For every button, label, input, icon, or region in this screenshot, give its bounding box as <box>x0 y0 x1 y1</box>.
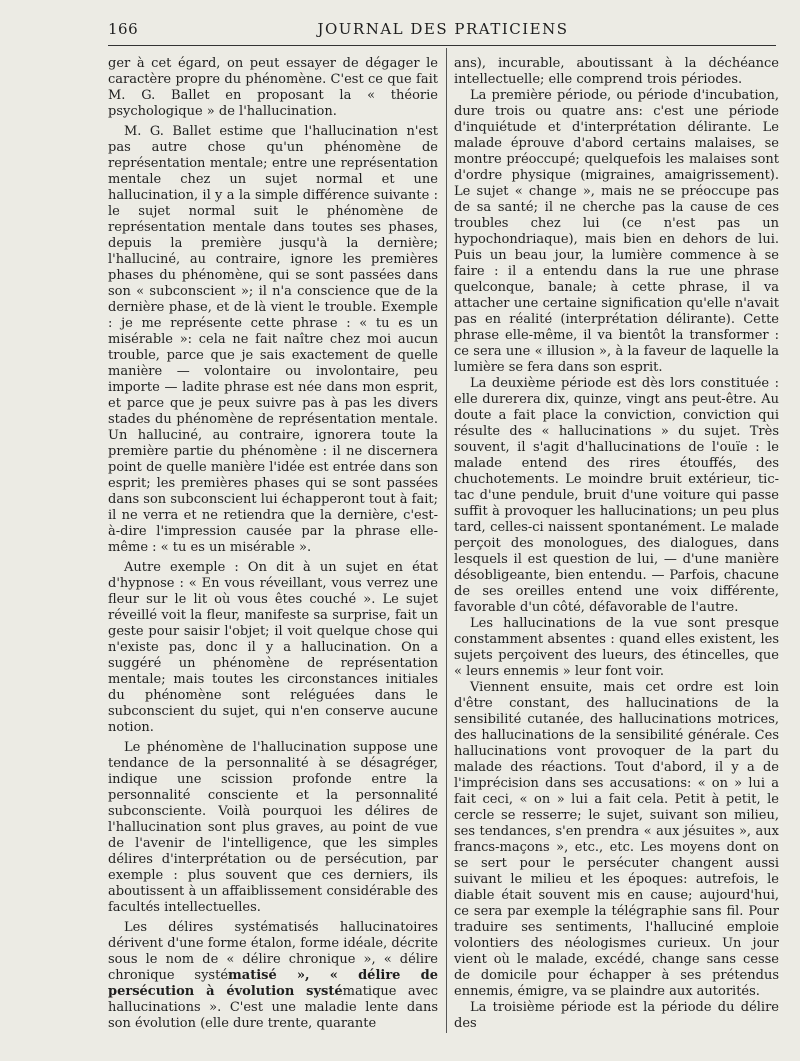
paragraph: Les hallucinations de la vue sont presque constamment absentes : quand elles existent, les sujets perçoivent des lueurs, des étincelles, que « leurs ennemis » leur font voir. <box>454 616 779 679</box>
paragraph: La première période, ou période d'incubation, dure trois ou quatre ans: c'est une période d'inquiétude et d'interprétation délirante. Le malade éprouve d'abord certains malaises, se montre préoccupé; quelquefois les malaises sont d'ordre physique (migraines, amaigrissement). Le sujet « change », mais ne se préoccupe pas de sa santé; il ne cherche pas la cause de ces troubles chez lui (ce n'est pas un hypochondriaque), mais bien en dehors de lui. Puis un beau jour, la lumière commence à se faire : il a entendu dans la rue une phrase quelconque, banale; à cette phrase, il va attacher une certaine signification qu'elle n'avait pas en réalité (interprétation délirante). Cette phrase elle-même, il va bientôt la transformer : ce sera une « illusion », à la faveur de laquelle la lumière se fera dans son esprit. <box>454 88 779 375</box>
paragraph <box>108 920 438 1032</box>
paragraph: Le phénomène de l'hallucination suppose une tendance de la personnalité à se désagréger, indique une scission profonde entre la personnalité consciente et la personnalité subconsciente. Voilà pourquoi les délires de l'hallucination sont plus graves, au point de vue de l'avenir de l'intelligence, que les simples délires d'interprétation ou de persécution, par exemple : plus souvent que ces derniers, ils aboutissent à un affaiblissement considérable des facultés intellectuelles. <box>108 740 438 915</box>
column-divider <box>446 48 447 1033</box>
page-header <box>108 18 778 44</box>
paragraph: M. G. Ballet estime que l'hallucination n'est pas autre chose qu'un phénomène de représentation mentale; entre une représentation mentale chez un sujet normal et une hallucination, il y a la simple différence suivante : le sujet normal suit le phénomène de représentation mentale dans toutes ses phases, depuis la première jusqu'à la dernière; l'halluciné, au contraire, ignore les premières phases du phénomène, qui se sont passées dans son « subconscient »; il n'a conscience que de la dernière phase, et de là vient le trouble. Exemple : je me représente cette phrase : « tu es un misérable »: cela ne fait naître chez moi aucun trouble, parce que je sais exactement de quelle manière — volontaire ou involontaire, peu importe — ladite phrase est née dans mon esprit, et parce que je peux suivre pas à pas les divers stades du phénomène de représentation mentale. Un halluciné, au contraire, ignorera toute la première partie du phénomène : il ne discernera point de quelle manière l'idée est entrée dans son esprit; les premières phases qui se sont passées dans son subconscient lui échapperont tout à fait; il ne verra et ne retiendra que la dernière, c'est-à-dire l'impression causée par la phrase elle-même : « tu es un misérable ». <box>108 124 438 555</box>
paragraph: La deuxième période est dès lors constituée : elle durerera dix, quinze, vingt ans peut-être. Au doute a fait place la conviction, conviction qui résulte des « hallucinations » du sujet. Très souvent, il s'agit d'hallucinations de l'ouïe : le malade entend des rires étouffés, des chuchotements. Le moindre bruit extérieur, tic-tac d'une pendule, bruit d'une voiture qui passe suffit à provoquer les hallucinations; un peu plus tard, celles-ci naissent spontanément. Le malade perçoit des monologues, des dialogues, dans lesquels il est question de lui, — d'une manière désobligeante, bien entendu. — Parfois, chacune de ses oreilles entend une voix différente, favorable d'un côté, défavorable de l'autre. <box>454 376 779 615</box>
page-number: 166 <box>108 20 139 38</box>
right-column <box>454 56 779 1032</box>
running-title: JOURNAL DES PRATICIENS <box>317 20 569 38</box>
paragraph: ger à cet égard, on peut essayer de dégager le caractère propre du phénomène. C'est ce que fait M. G. Ballet en proposant la « théorie psychologique » de l'hallucination. <box>108 56 438 119</box>
header-rule <box>108 45 776 46</box>
paragraph-text: Les délires systématisés hallucinatoires dérivent d'une forme étalon, forme idéale, décrite sous le nom de « délire chronique », « délire chronique systé <box>108 920 438 983</box>
bold-text: matisé », « délire de persécution à évolution systé <box>108 968 438 999</box>
paragraph-text: matique avec hallucinations ». C'est une maladie lente dans son évolution (elle dure trente, quarante <box>108 984 438 1031</box>
left-column <box>108 56 438 1032</box>
paragraph: La troisième période est la période du délire des <box>454 1000 779 1031</box>
paragraph: Autre exemple : On dit à un sujet en état d'hypnose : « En vous réveillant, vous verrez une fleur sur le lit où vous êtes couché ». Le sujet réveillé voit la fleur, manifeste sa surprise, fait un geste pour saisir l'objet; il voit quelque chose qui n'existe pas, donc il y a hallucination. On a suggéré un phénomène de représentation mentale; mais toutes les circonstances initiales du phénomène sont reléguées dans le subconscient du sujet, qui n'en conserve aucune notion. <box>108 560 438 735</box>
paragraph: Viennent ensuite, mais cet ordre est loin d'être constant, des hallucinations de la sensibilité cutanée, des hallucinations motrices, des hallucinations de la sensibilité générale. Ces hallucinations vont provoquer de la part du malade des réactions. Tout d'abord, il y a de l'imprécision dans ses accusations: « on » lui a fait ceci, « on » lui a fait cela. Petit à petit, le cercle se resserre; le sujet, suivant son milieu, ses tendances, s'en prendra « aux jésuites », aux francs-maçons », etc., etc. Les moyens dont on se sert pour le persécuter changent aussi suivant le milieu et les époques: autrefois, le diable était souvent mis en cause; aujourd'hui, ce sera par exemple la télégraphie sans fil. Pour traduire ses sentiments, l'halluciné emploie volontiers des néologismes curieux. Un jour vient où le malade, excédé, change sans cesse de domicile pour échapper à ses prétendus ennemis, émigre, va se plaindre aux autorités. <box>454 680 779 999</box>
paragraph: ans), incurable, aboutissant à la déchéance intellectuelle; elle comprend trois périodes. <box>454 56 779 87</box>
